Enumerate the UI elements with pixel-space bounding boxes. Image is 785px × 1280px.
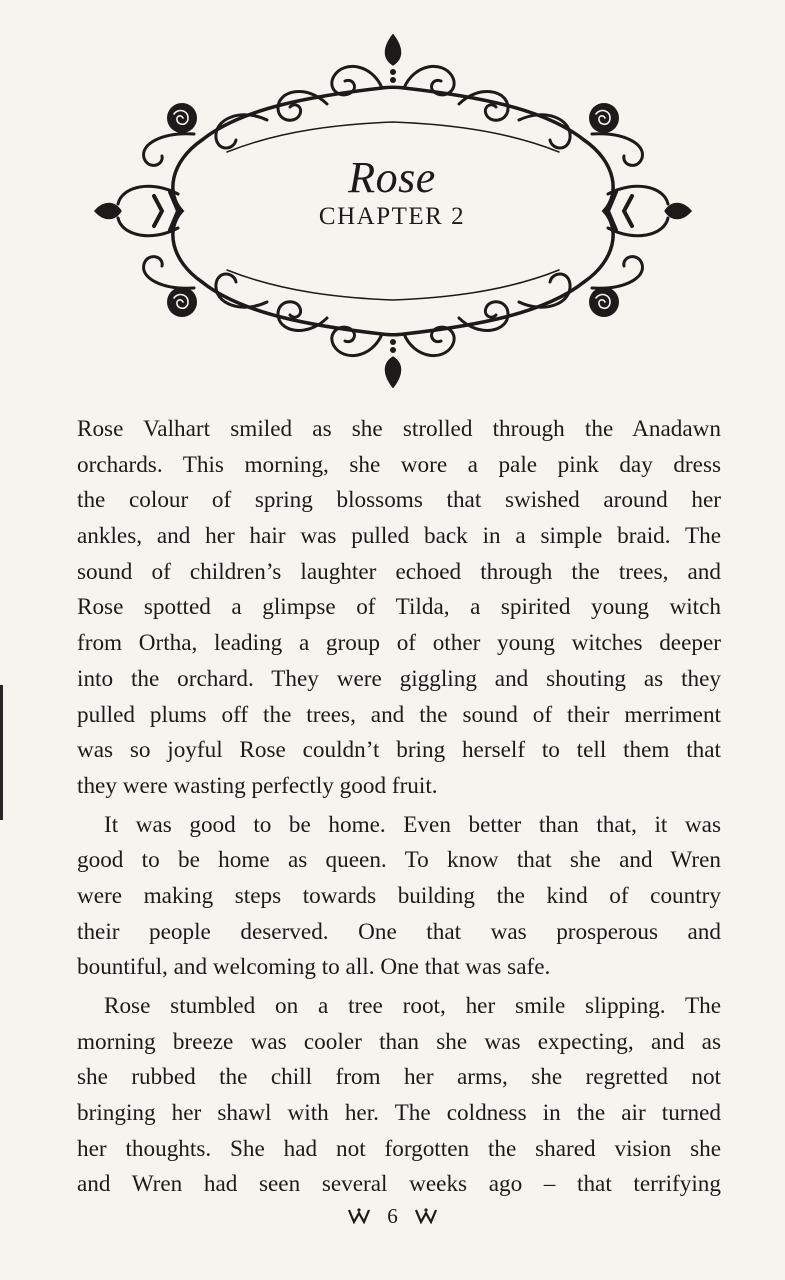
text-line: the colour of spring blossoms that swished around her	[77, 487, 721, 514]
text-line: their people deserved. One that was prosperous and	[77, 918, 721, 945]
text-line: was so joyful Rose couldn’t bring herself to tell them that	[77, 737, 721, 764]
text-line: were making steps towards building the kind of country	[77, 882, 721, 909]
text-line: into the orchard. They were giggling and shouting as they	[77, 665, 721, 692]
chapter-number-label: CHAPTER 2	[318, 203, 466, 230]
text-line: they were wasting perfectly good fruit.	[77, 772, 438, 799]
chapter-title: Rose	[348, 153, 436, 202]
text-line: morning breeze was cooler than she was expecting, and as	[77, 1028, 721, 1055]
text-line: her thoughts. She had not forgotten the shared vision she	[77, 1135, 721, 1162]
text-line: bountiful, and welcoming to all. One that was safe.	[77, 954, 551, 981]
crown-glyph-icon	[348, 1208, 370, 1224]
crown-glyph-icon	[415, 1208, 437, 1224]
text-line: It was good to be home. Even better than that, it was	[104, 811, 721, 838]
text-line: she rubbed the chill from her arms, she regretted not	[77, 1064, 721, 1091]
page-number: 6	[387, 1204, 398, 1229]
text-line: good to be home as queen. To know that she and Wren	[77, 847, 721, 874]
text-line: bringing her shawl with her. The coldness in the air turned	[77, 1100, 721, 1127]
text-line: orchards. This morning, she wore a pale pink day dress	[77, 451, 721, 478]
text-line: Rose Valhart smiled as she strolled through the Anadawn	[77, 416, 721, 442]
text-line: ankles, and her hair was pulled back in a simple braid. The	[77, 523, 721, 550]
text-line: Rose spotted a glimpse of Tilda, a spirited young witch	[77, 594, 721, 621]
text-line: pulled plums off the trees, and the sound of their merriment	[77, 701, 721, 728]
scan-edge-mark	[0, 685, 3, 820]
text-line: sound of children’s laughter echoed through the trees, and	[77, 558, 721, 585]
text-line: and Wren had seen several weeks ago – that terrifying	[77, 1171, 721, 1198]
chapter-heading	[242, 150, 542, 232]
text-line: Rose stumbled on a tree root, her smile slipping. The	[104, 993, 721, 1019]
chapter-body-text	[77, 412, 721, 1203]
page-footer	[0, 1200, 785, 1230]
text-line: from Ortha, leading a group of other young witches deeper	[77, 630, 721, 657]
